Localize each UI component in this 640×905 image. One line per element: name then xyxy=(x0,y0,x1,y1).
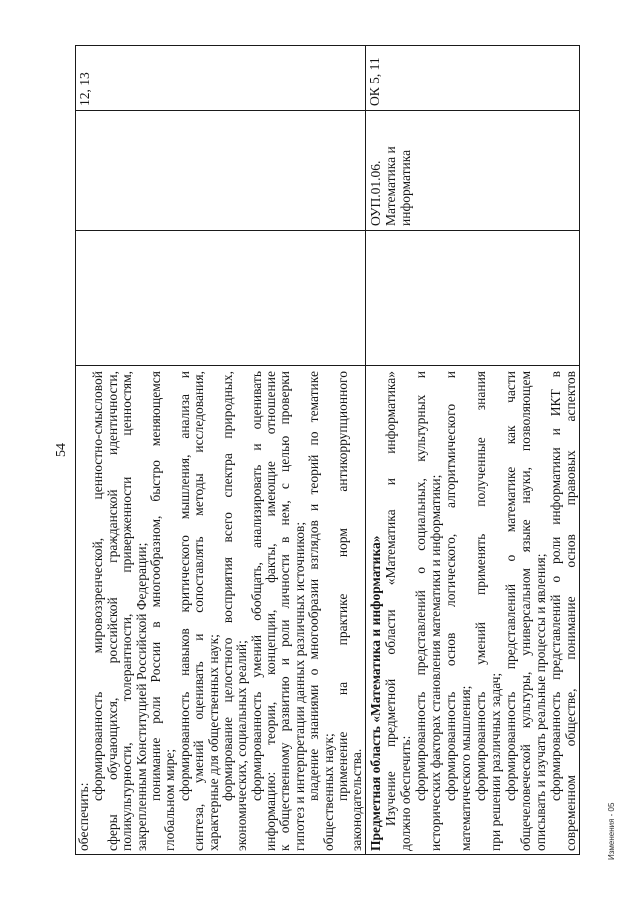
content-line: описывать и изучать реальные процессы и явления; xyxy=(533,553,548,851)
content-line: понимание роли России в многообразном, быстро меняющемся xyxy=(147,371,163,801)
content-line: гипотез и интерпретации данных различных источников; xyxy=(291,521,307,851)
content-line: сформированность мировоззренческой, ценностно-смысловой xyxy=(90,371,106,801)
content-line: владение знаниями о многообразии взглядов и теорий по тематике xyxy=(306,371,322,801)
content-line: сформированность представлений о математике как части xyxy=(503,371,518,801)
content-line: к общественному развитию и роли личности в нем, с целью проверки xyxy=(277,371,293,851)
table-row xyxy=(366,45,580,854)
competencies-text: ОК 5, 11 xyxy=(367,57,382,106)
content-line: обеспечить: xyxy=(76,782,91,851)
table-row xyxy=(76,45,366,854)
content-line: экономических, социальных реалий; xyxy=(234,640,250,851)
content-line: законодательства. xyxy=(349,748,365,851)
table-cell-content xyxy=(366,365,580,854)
content-line: современном обществе, понимание основ правовых аспектов xyxy=(563,371,578,851)
content-line: формирование целостного восприятия всего спектра природных, xyxy=(219,371,235,801)
table-cell-empty xyxy=(76,230,366,365)
subject-code-line: Математика и xyxy=(383,146,398,226)
content-line: поликультурности, толерантности, приверженности ценностям, xyxy=(119,371,135,851)
content-line: сформированность навыков критического мышления, анализа и xyxy=(176,371,192,801)
content-line: сформированность основ логического, алгоритмического и xyxy=(443,371,458,801)
content-line: должно обеспечить: xyxy=(398,735,413,851)
table-cell-competencies xyxy=(366,45,580,110)
table-cell-content xyxy=(76,365,366,854)
section-heading: Предметная область «Математика и информатика» xyxy=(368,535,383,851)
content-line: характерные для общественных наук; xyxy=(205,634,221,851)
content-line: закрепленным Конституцией Российской Федерации; xyxy=(133,542,149,851)
content-line: информацию: теории, концепции, факты, имеющие отношение xyxy=(263,371,279,851)
subject-code-line: информатика xyxy=(398,149,413,226)
content-line: глобальном мире; xyxy=(162,748,178,851)
table-cell-competencies xyxy=(76,45,366,110)
page-number: 54 xyxy=(54,443,69,457)
document-table xyxy=(75,45,580,855)
content-line: применение на практике норм антикоррупционного xyxy=(335,371,351,801)
content-line: Изучение предметной области «Математика и информатика» xyxy=(383,371,398,826)
content-line: сформированность представлений о роли информатики и ИКТ в xyxy=(548,371,563,801)
content-line: при решении различных задач; xyxy=(488,672,503,851)
content-line: сформированность умений обобщать, анализировать и оценивать xyxy=(248,371,264,801)
content-line: общечеловеческой культуры, универсальном языке науки, позволяющем xyxy=(518,371,533,851)
content-line: общественных наук; xyxy=(320,733,336,851)
table-cell-subject-code xyxy=(366,110,580,230)
table-cell-empty xyxy=(366,230,580,365)
competencies-text: 12, 13 xyxy=(77,72,92,106)
table-cell-subject-code xyxy=(76,110,366,230)
content-line: синтеза, умений оценивать и сопоставлять методы исследования, xyxy=(191,371,207,851)
content-line: математического мышления; xyxy=(458,685,473,851)
content-line: сферы обучающихся, российской гражданской идентичности, xyxy=(104,371,120,851)
content-line: сформированность умений применять полученные знания xyxy=(473,371,488,801)
subject-code-line: ОУП.01.06. xyxy=(368,160,383,226)
content-line: исторических факторах становления математики и информатики; xyxy=(428,474,443,851)
content-line: сформированность представлений о социальных, культурных и xyxy=(413,371,428,801)
revision-footer: Изменения - 05 xyxy=(607,802,616,860)
